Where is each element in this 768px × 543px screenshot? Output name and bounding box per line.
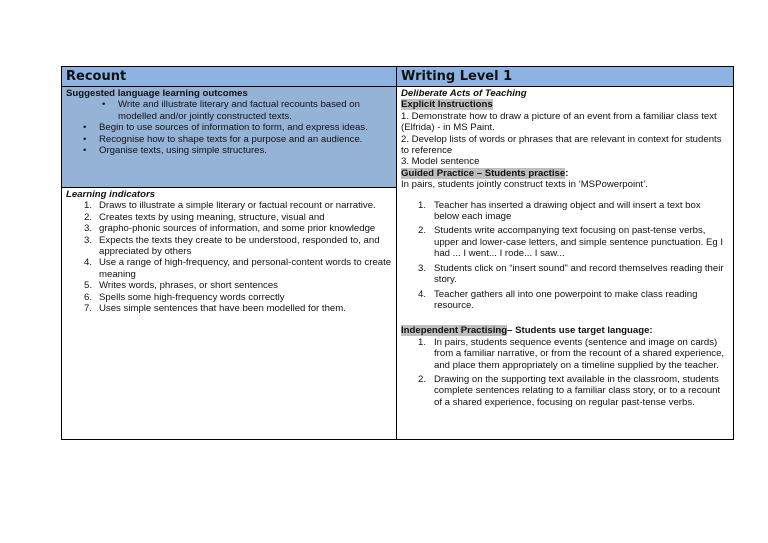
recount-column — [62, 67, 397, 439]
independent-item: 1. In pairs, students sequence events (sentence and image on cards) from a familiar narrative, or from the recount of a shared experience, and place them appropriately on a timeline supplied by the teacher. — [418, 336, 725, 371]
outcome-item: • Begin to use sources of information to form, and express ideas. — [99, 122, 392, 133]
indicator-item: 6. Spells some high-frequency words correctly — [84, 291, 285, 303]
indicators-list — [66, 200, 392, 314]
explicit-line: 3. Model sentence — [401, 156, 480, 168]
writing-column — [397, 67, 733, 439]
outcomes-section — [62, 87, 396, 188]
indicator-item: 5. Writes words, phrases, or short sentences — [84, 280, 278, 292]
independent-item: 2. Drawing on the supporting text available in the classroom, students complete sentences relating to a familiar class story, or to a recount of a shared experience, focusing on regular past-tense verbs. — [418, 373, 721, 408]
guided-item: 1. Teacher has inserted a drawing object and will insert a text box below each image — [418, 199, 701, 223]
indicators-heading: Learning indicators — [66, 189, 156, 200]
indicators-section — [62, 188, 396, 314]
indicator-item: 4. Use a range of high-frequency, and personal-content words to create meaning — [84, 257, 392, 280]
lesson-plan-table — [61, 66, 734, 440]
guided-intro: In pairs, students jointly construct texts in ‘MSPowerpoint’. — [401, 179, 648, 191]
outcome-item: • Organise texts, using simple structures. — [99, 145, 392, 156]
writing-header: Writing Level 1 — [397, 67, 733, 87]
indicator-item: 3. Expects the texts they create to be understood, responded to, and appreciated by others — [84, 234, 380, 258]
deliberate-heading: Deliberate Acts of Teaching — [401, 88, 527, 99]
explicit-heading: Explicit Instructions — [401, 99, 493, 111]
guided-item: 4. Teacher gathers all into one powerpoint to make class reading resource. — [418, 288, 698, 311]
outcome-sub-item: • Write and illustrate literary and factual recounts based on modelled and/or jointly constructed texts. — [118, 99, 392, 122]
guided-item: 3. Students click on “insert sound” and record themselves reading their story. — [418, 262, 724, 286]
guided-heading: Guided Practice – Students practise: — [401, 167, 569, 179]
indicator-item: 7. Uses simple sentences that have been modelled for them. — [84, 303, 346, 315]
outcomes-list — [66, 122, 392, 156]
outcome-item: • Recognise how to shape texts for a purpose and an audience. — [99, 134, 392, 145]
explicit-line: 2. Develop lists of words or phrases that are relevant in context for students to reference — [401, 133, 722, 157]
indicator-item: 1. Draws to illustrate a simple literary or factual recount or narrative. — [84, 200, 376, 212]
explicit-line: 1. Demonstrate how to draw a picture of an event from a familiar class text (Elfrida) - in MS Paint. — [401, 110, 717, 134]
recount-header: Recount — [62, 67, 396, 87]
guided-list — [401, 200, 733, 312]
outcomes-sub-list — [66, 99, 392, 122]
indicator-item: 2. Creates texts by using meaning, structure, visual and — [84, 211, 325, 223]
independent-list — [401, 337, 733, 408]
independent-heading: Independent Practising– Students use target language: — [401, 325, 653, 337]
outcomes-heading: Suggested language learning outcomes — [66, 88, 248, 99]
teaching-section — [397, 87, 733, 408]
indicator-item: 3. grapho-phonic sources of information, and some prior knowledge — [84, 223, 376, 235]
guided-item: 2. Students write accompanying text focusing on past-tense verbs, upper and lower-case letters, and simple sentence punctuation. Eg I had ... I went... I rode... I saw... — [418, 225, 724, 260]
